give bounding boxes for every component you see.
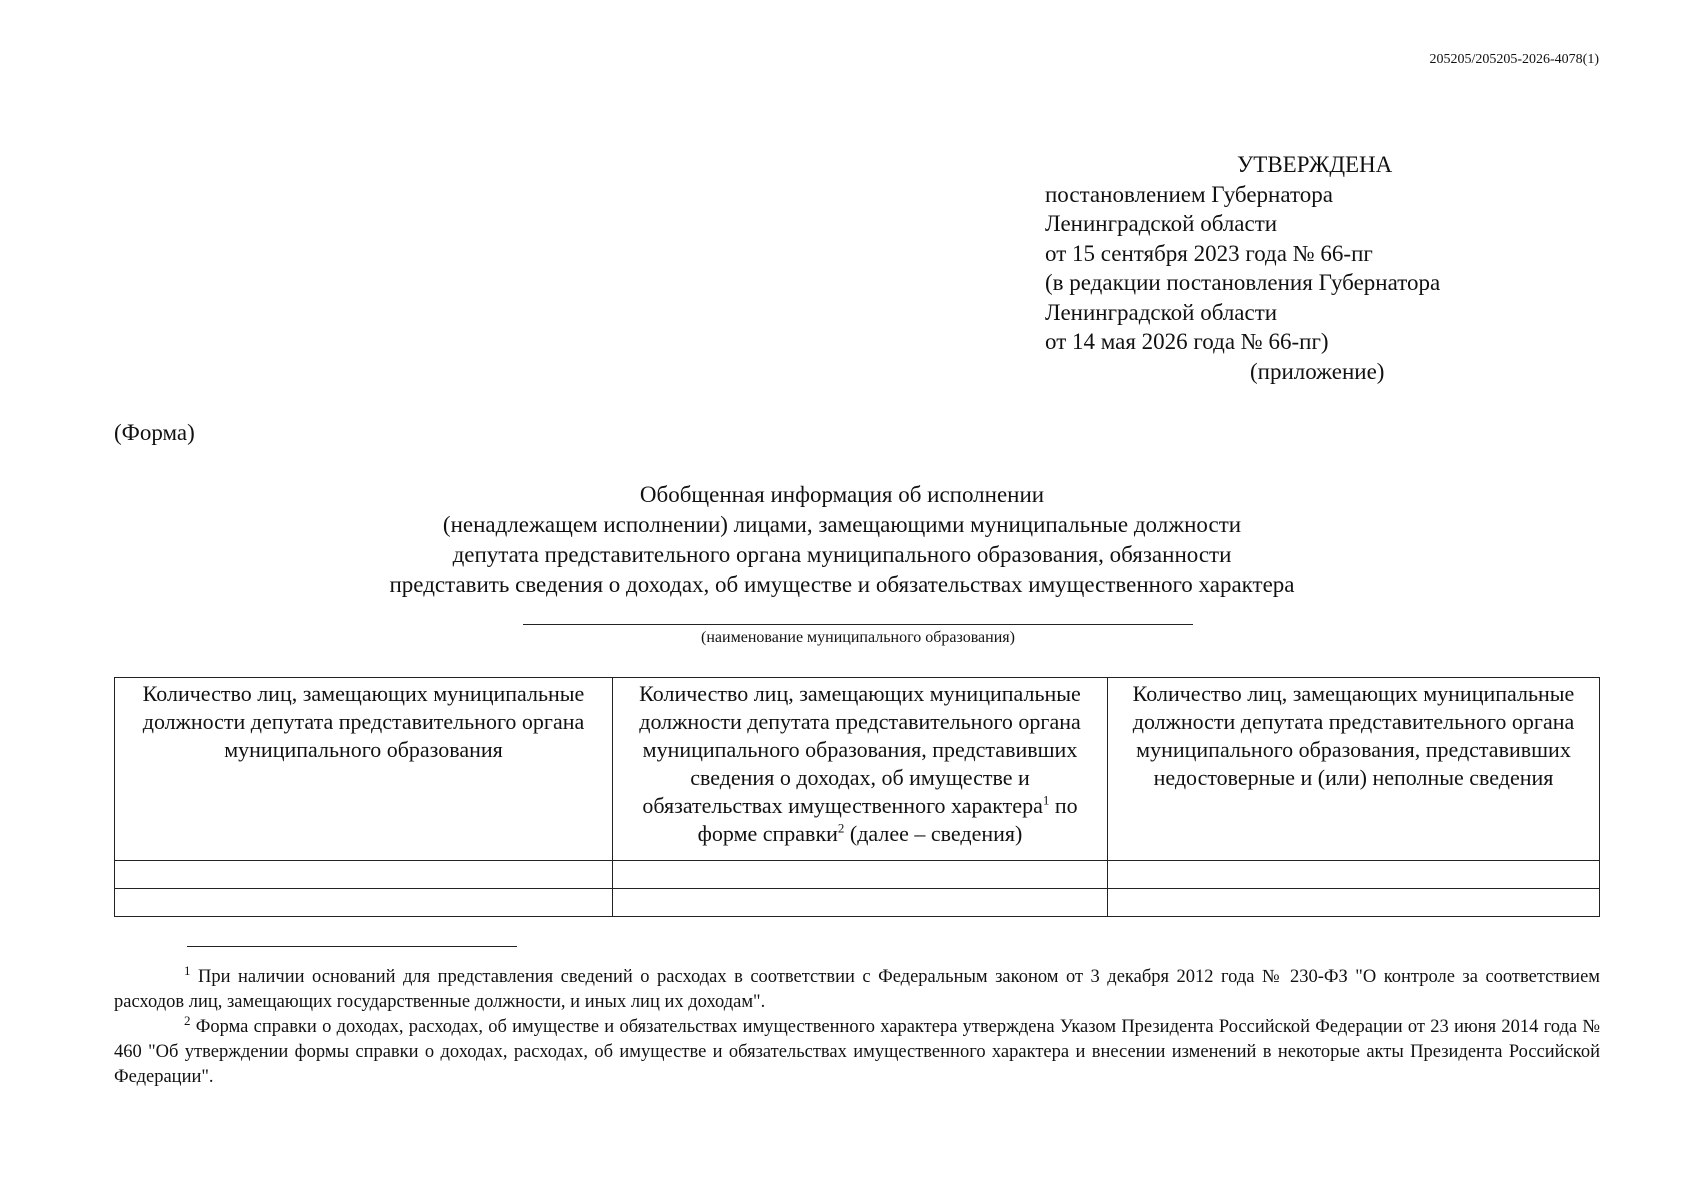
approval-appendix: (приложение) bbox=[1250, 358, 1385, 384]
heading-line: депутата представительного органа муниципального образования, обязанности bbox=[452, 542, 1232, 567]
approval-line: от 15 сентября 2023 года № 66-пг bbox=[1045, 240, 1373, 266]
header-col-invalid bbox=[1108, 678, 1600, 861]
footnote-2 bbox=[114, 1012, 1600, 1090]
header-col-invalid-text: Количество лиц, замещающих муниципальные должности депутата представительного органа муниципального образования, представивших недостоверные и (или) неполные сведения bbox=[1132, 681, 1575, 790]
table-cell[interactable] bbox=[1108, 861, 1600, 889]
approval-line: постановлением Губернатора bbox=[1045, 181, 1333, 207]
table-cell[interactable] bbox=[1108, 889, 1600, 917]
approval-line: Ленинградской области bbox=[1045, 211, 1278, 236]
approval-line: от 14 мая 2026 года № 66-пг) bbox=[1045, 329, 1329, 354]
table-cell[interactable] bbox=[613, 889, 1108, 917]
municipality-caption: (наименование муниципального образования) bbox=[701, 629, 1015, 646]
heading-line: представить сведения о доходах, об имуществе и обязательствах имущественного характера bbox=[389, 572, 1295, 597]
footnote-ref-2: 2 bbox=[837, 820, 845, 836]
municipality-name-blank[interactable] bbox=[523, 624, 1193, 625]
header-col-submitted bbox=[613, 678, 1108, 861]
table-row bbox=[115, 889, 1600, 917]
table-cell[interactable] bbox=[115, 861, 613, 889]
heading-line: (ненадлежащем исполнении) лицами, замещающими муниципальные должности bbox=[442, 512, 1242, 537]
form-label: (Форма) bbox=[114, 420, 195, 445]
table-cell[interactable] bbox=[115, 889, 613, 917]
form-table bbox=[114, 677, 1600, 917]
header-col-submitted-text: Количество лиц, замещающих муниципальные должности депутата представительного органа муниципального образования, представивших сведения о доходах, об имуществе и обязательствах имущественного характера bbox=[639, 681, 1081, 818]
footnote-mark: 2 bbox=[184, 1012, 191, 1028]
table-cell[interactable] bbox=[613, 861, 1108, 889]
document-number: 205205/205205-2026-4078(1) bbox=[1429, 52, 1599, 67]
table-header-row bbox=[115, 678, 1600, 861]
header-col-total bbox=[115, 678, 613, 861]
header-col-submitted-mid: по форме справки bbox=[697, 793, 1078, 846]
heading-line: Обобщенная информация об исполнении bbox=[639, 482, 1045, 507]
footnote-text: Форма справки о доходах, расходах, об имуществе и обязательствах имущественного характера утверждена Указом Президента Российской Федерации от 23 июня 2014 года № 460 "Об утверждении формы справки о доходах, расходах, об имуществе и обязательствах имущественного характера и внесении изменений в некоторые акты Президента Российской Федерации". bbox=[114, 1017, 1600, 1087]
footnote-text: При наличии оснований для представления сведений о расходах в соответствии с Федеральным законом от 3 декабря 2012 года № 230-ФЗ "О контроле за соответствием расходов лиц, замещающих государственные должности, и иных лиц их доходам". bbox=[114, 967, 1600, 1012]
footnote-1 bbox=[114, 962, 1600, 1015]
footnote-ref-1: 1 bbox=[1042, 792, 1050, 808]
approval-title: УТВЕРЖДЕНА bbox=[1237, 152, 1393, 177]
header-col-submitted-end: (далее – сведения) bbox=[844, 821, 1023, 846]
header-col-total-text: Количество лиц, замещающих муниципальные должности депутата представительного органа муниципального образования bbox=[142, 681, 585, 762]
footnote-separator bbox=[187, 946, 517, 947]
footnotes bbox=[114, 962, 1600, 1090]
approval-block bbox=[1045, 150, 1605, 386]
approval-line: (в редакции постановления Губернатора bbox=[1045, 270, 1441, 295]
approval-line: Ленинградской области bbox=[1045, 299, 1278, 325]
footnote-mark: 1 bbox=[184, 962, 191, 978]
document-heading bbox=[0, 480, 1684, 600]
table-row bbox=[115, 861, 1600, 889]
